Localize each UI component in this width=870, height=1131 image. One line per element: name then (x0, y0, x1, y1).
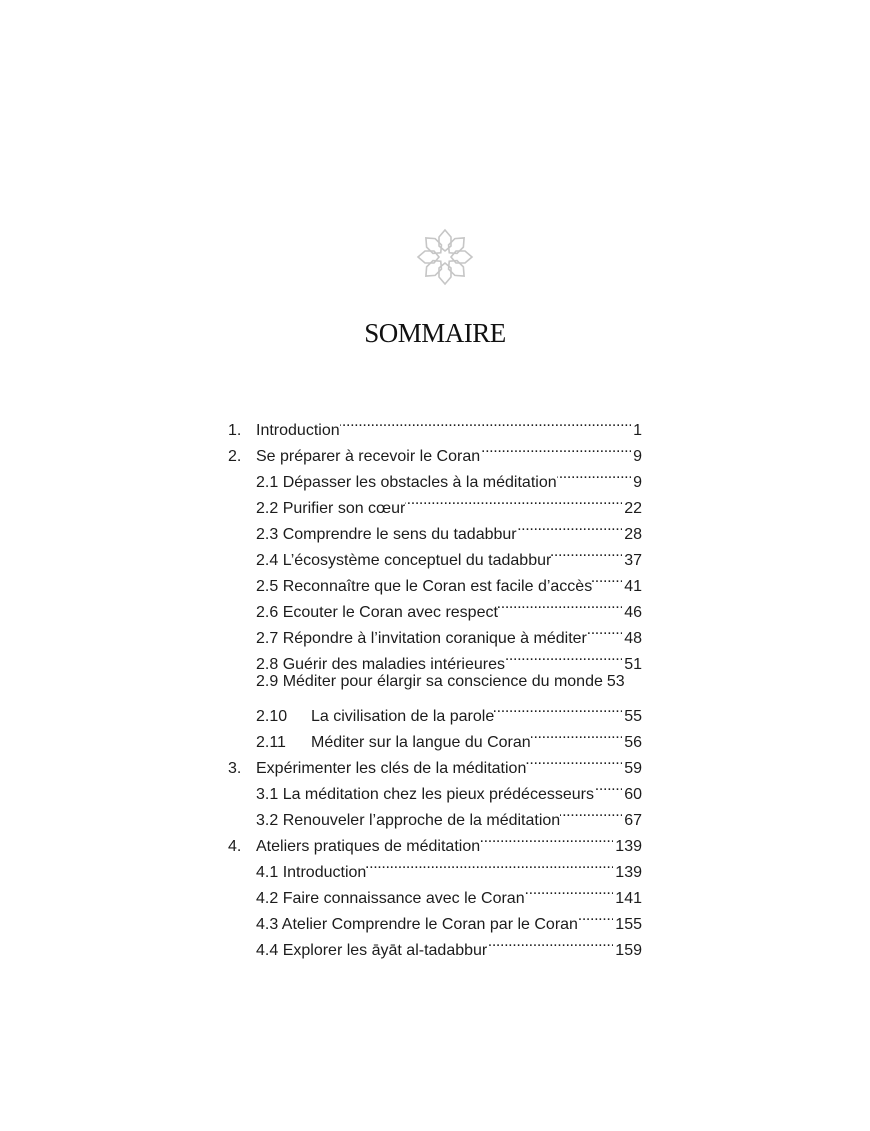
toc-entry[interactable] (228, 669, 642, 695)
dot-leader (551, 539, 622, 565)
toc-entry-page: 9 (633, 474, 642, 491)
toc-entry-number: 1. (228, 422, 242, 439)
toc-entry-page: 1 (633, 422, 642, 439)
dot-leader (526, 747, 622, 773)
toc-entry[interactable] (228, 799, 642, 829)
toc-entry[interactable] (228, 903, 642, 933)
toc-entry-page: 51 (624, 656, 642, 673)
dot-leader (578, 903, 613, 929)
toc-entry-page: 53 (606, 673, 625, 690)
dot-leader (480, 435, 631, 461)
toc-entry-label: 2.2 Purifier son cœur (256, 500, 406, 517)
toc-entry-page: 9 (633, 448, 642, 465)
toc-entry[interactable] (228, 825, 642, 855)
toc-entry-page: 139 (615, 838, 642, 855)
toc-entry[interactable] (228, 409, 642, 439)
toc-entry-page: 48 (624, 630, 642, 647)
toc-entry-label: 2.6 Ecouter le Coran avec respect (256, 604, 498, 621)
toc-entry-label: 2.7 Répondre à l’invitation coranique à méditer (256, 630, 587, 647)
toc-entry-label: 2.3 Comprendre le sens du tadabbur (256, 526, 517, 543)
toc-entry-label: 2.5 Reconnaître que le Coran est facile d’accès (256, 578, 593, 595)
dot-leader (517, 513, 623, 539)
toc-entry-label: 2.9 Méditer pour élargir sa conscience du monde (256, 673, 603, 690)
dot-leader (525, 877, 614, 903)
toc-entry[interactable] (228, 539, 642, 569)
toc-entry-number: 3. (228, 760, 242, 777)
dot-leader (594, 773, 622, 799)
toc-entry-label: 2.1 Dépasser les obstacles à la méditation (256, 474, 557, 491)
toc-entry-page: 37 (624, 552, 642, 569)
toc-entry-label: Expérimenter les clés de la méditation (256, 760, 527, 777)
toc-entry-number: 2.10 (256, 708, 288, 725)
dot-leader (494, 695, 622, 721)
eight-petal-flower-icon (415, 227, 475, 287)
toc-entry-page: 55 (624, 708, 642, 725)
toc-entry-label: 3.1 La méditation chez les pieux prédécesseurs (256, 786, 594, 803)
dot-leader (560, 799, 622, 825)
toc-entry[interactable] (228, 565, 642, 595)
dot-leader (557, 461, 631, 487)
toc-entry-page: 67 (624, 812, 642, 829)
toc-entry[interactable] (228, 513, 642, 543)
toc-entry-page: 159 (615, 942, 642, 959)
toc-entry[interactable] (228, 877, 642, 907)
page-title: SOMMAIRE (364, 318, 506, 348)
toc-entry-label: La civilisation de la parole (311, 708, 495, 725)
toc-entry-label: 3.2 Renouveler l’approche de la méditation (256, 812, 561, 829)
table-of-contents (228, 409, 642, 959)
toc-entry[interactable] (228, 721, 642, 751)
toc-entry-label: 2.8 Guérir des maladies intérieures (256, 656, 506, 673)
toc-entry-page: 28 (624, 526, 642, 543)
toc-entry-number: 4. (228, 838, 242, 855)
toc-entry-page: 46 (624, 604, 642, 621)
dot-leader (405, 487, 622, 513)
toc-entry-page: 56 (624, 734, 642, 751)
dot-leader (340, 409, 631, 435)
toc-entry[interactable] (228, 617, 642, 647)
dot-leader (366, 851, 613, 877)
toc-entry-page: 41 (624, 578, 642, 595)
toc-entry-label: Ateliers pratiques de méditation (256, 838, 481, 855)
toc-entry-label: 4.3 Atelier Comprendre le Coran par le Coran (256, 916, 578, 933)
toc-entry-page: 59 (624, 760, 642, 777)
toc-entry[interactable] (228, 747, 642, 777)
toc-entry[interactable] (228, 461, 642, 491)
toc-entry[interactable] (228, 487, 642, 517)
toc-entry-page: 139 (615, 864, 642, 881)
toc-entry[interactable] (228, 695, 642, 725)
toc-entry-number: 2. (228, 448, 242, 465)
toc-entry-label: Se préparer à recevoir le Coran (256, 448, 481, 465)
toc-entry[interactable] (228, 773, 642, 803)
dot-leader (587, 617, 622, 643)
toc-entry-page: 141 (615, 890, 642, 907)
toc-entry-label: Introduction (256, 422, 340, 439)
toc-entry-page: 22 (624, 500, 642, 517)
toc-entry[interactable] (228, 591, 642, 621)
toc-entry-label: 4.2 Faire connaissance avec le Coran (256, 890, 525, 907)
toc-entry-page: 60 (624, 786, 642, 803)
toc-entry-label: 2.4 L’écosystème conceptuel du tadabbur (256, 552, 552, 569)
toc-entry-number: 2.11 (256, 734, 286, 751)
dot-leader (592, 565, 622, 591)
toc-entry-page: 155 (615, 916, 642, 933)
dot-leader (487, 929, 613, 955)
dot-leader (505, 643, 622, 669)
toc-entry[interactable] (228, 851, 642, 881)
dot-leader (498, 591, 622, 617)
dot-leader (531, 721, 623, 747)
dot-leader (480, 825, 613, 851)
toc-entry-label: Méditer sur la langue du Coran (311, 734, 531, 751)
toc-entry[interactable] (228, 435, 642, 465)
toc-entry[interactable] (228, 643, 642, 673)
toc-entry-label: 4.1 Introduction (256, 864, 367, 881)
toc-entry-label: 4.4 Explorer les āyāt al-tadabbur (256, 942, 488, 959)
toc-entry[interactable] (228, 929, 642, 959)
